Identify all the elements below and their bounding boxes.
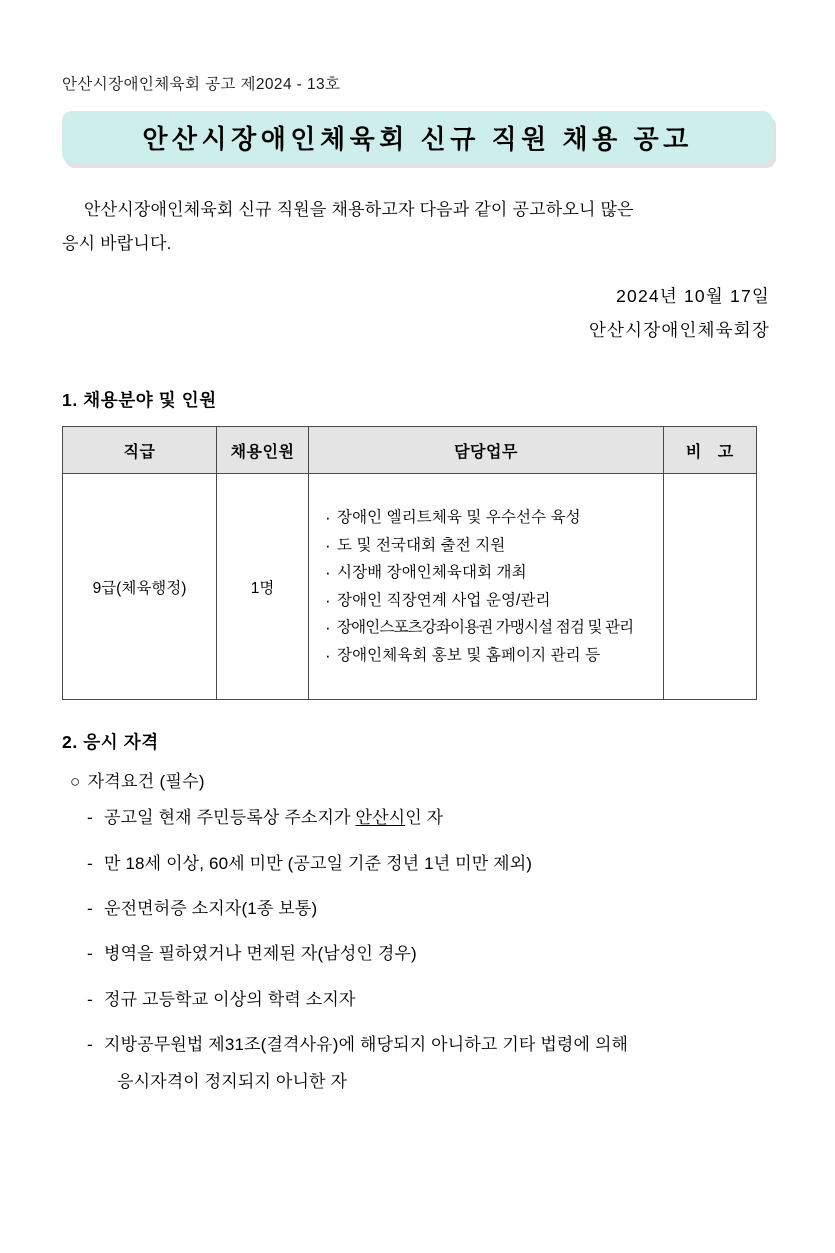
- qualification-subheading: [62, 767, 773, 792]
- announcement-date: 2024년 10월 17일: [616, 286, 770, 306]
- circle-bullet-icon: ○: [70, 772, 81, 792]
- qualification-subheading-label: 자격요건 (필수): [87, 772, 205, 792]
- item-text: 지방공무원법 제31조(결격사유)에 해당되지 아니하고 기타 법령에 의해: [104, 1034, 629, 1054]
- list-item: [62, 1032, 773, 1096]
- recruitment-table: [62, 426, 757, 700]
- item-text-continuation: 응시자격이 정지되지 아니한 자: [117, 1072, 348, 1092]
- document-number: 안산시장애인체육회 공고 제2024 - 13호: [62, 76, 341, 93]
- cell-note: [664, 474, 757, 700]
- page-title: 안산시장애인체육회 신규 직원 채용 공고: [142, 123, 693, 154]
- duty-item: · 장애인스포츠강좌이용권 가맹시설 점검 및 관리: [323, 614, 655, 642]
- document-page: [0, 72, 835, 1253]
- table-header-row: [63, 427, 757, 474]
- duty-item: · 도 및 전국대회 출전 지원: [323, 532, 655, 560]
- duty-item: · 장애인체육회 홍보 및 홈페이지 관리 등: [323, 642, 655, 670]
- title-banner: [62, 111, 773, 163]
- list-item: - 정규 고등학교 이상의 학력 소지자: [62, 987, 773, 1013]
- qualification-block: [62, 767, 773, 1095]
- table-header-grade: 직급: [63, 427, 217, 474]
- list-item: - 운전면허증 소지자(1종 보통): [62, 896, 773, 922]
- list-item: - 병역을 필하였거나 면제된 자(남성인 경우): [62, 941, 773, 967]
- section-2-heading: 2. 응시 자격: [62, 732, 159, 753]
- item-text-before: 공고일 현재 주민등록상 주소지가: [104, 808, 356, 828]
- table-row: [63, 474, 757, 700]
- intro-line-2: 응시 바랍니다.: [62, 234, 172, 253]
- qualification-list: [62, 805, 773, 1095]
- table-header-count: 채용인원: [217, 427, 309, 474]
- signature-block: [62, 279, 773, 347]
- item-text-after: 인 자: [405, 808, 444, 828]
- list-item: [62, 805, 773, 831]
- section-1-heading: 1. 채용분야 및 인원: [62, 390, 217, 411]
- intro-line-1: 안산시장애인체육회 신규 직원을 채용하고자 다음과 같이 공고하오니 많은: [84, 200, 634, 219]
- item-text-underlined: 안산시: [355, 808, 406, 828]
- duty-item: · 시장배 장애인체육대회 개최: [323, 559, 655, 587]
- table-header-duty: 담당업무: [309, 427, 664, 474]
- duty-list: [323, 504, 655, 669]
- duty-item: · 장애인 엘리트체육 및 우수선수 육성: [323, 504, 655, 532]
- cell-grade: 9급(체육행정): [63, 474, 217, 700]
- cell-duty: [309, 474, 664, 700]
- list-item: - 만 18세 이상, 60세 미만 (공고일 기준 정년 1년 미만 제외): [62, 851, 773, 877]
- duty-item: · 장애인 직장연계 사업 운영/관리: [323, 587, 655, 615]
- table-header-note: 비 고: [664, 427, 757, 474]
- intro-paragraph: [62, 193, 773, 261]
- issuer-name: 안산시장애인체육회장: [588, 320, 770, 341]
- cell-count: 1명: [217, 474, 309, 700]
